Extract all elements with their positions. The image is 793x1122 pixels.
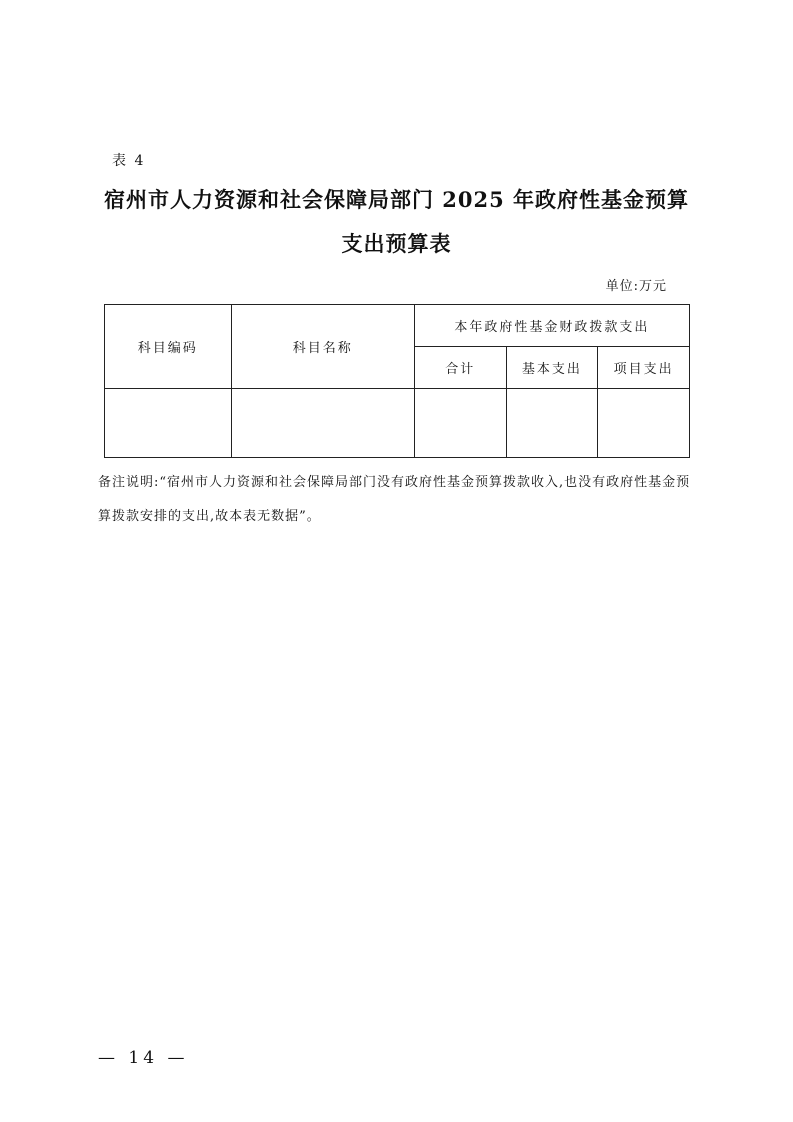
cell-code	[105, 389, 232, 458]
header-sum: 合计	[414, 347, 506, 389]
cell-basic	[506, 389, 598, 458]
header-name: 科目名称	[231, 305, 414, 389]
budget-table	[104, 304, 690, 458]
cell-project	[598, 389, 690, 458]
header-group: 本年政府性基金财政拨款支出	[414, 305, 689, 347]
cell-name	[231, 389, 414, 458]
page-number: — 14 —	[98, 1048, 189, 1068]
table-row	[105, 389, 690, 458]
table-label: 表 4	[112, 153, 146, 169]
document-title: 宿州市人力资源和社会保障局部门 2025 年政府性基金预算支出预算表	[103, 187, 690, 256]
cell-sum	[414, 389, 506, 458]
header-basic: 基本支出	[506, 347, 598, 389]
header-row-1	[105, 305, 690, 347]
unit-label: 单位:万元	[605, 279, 667, 294]
remark-note: 备注说明:“宿州市人力资源和社会保障局部门没有政府性基金预算拨款收入,也没有政府性基金预算拨款安排的支出,故本表无数据”。	[98, 475, 691, 524]
header-project: 项目支出	[598, 347, 690, 389]
header-code: 科目编码	[105, 305, 232, 389]
